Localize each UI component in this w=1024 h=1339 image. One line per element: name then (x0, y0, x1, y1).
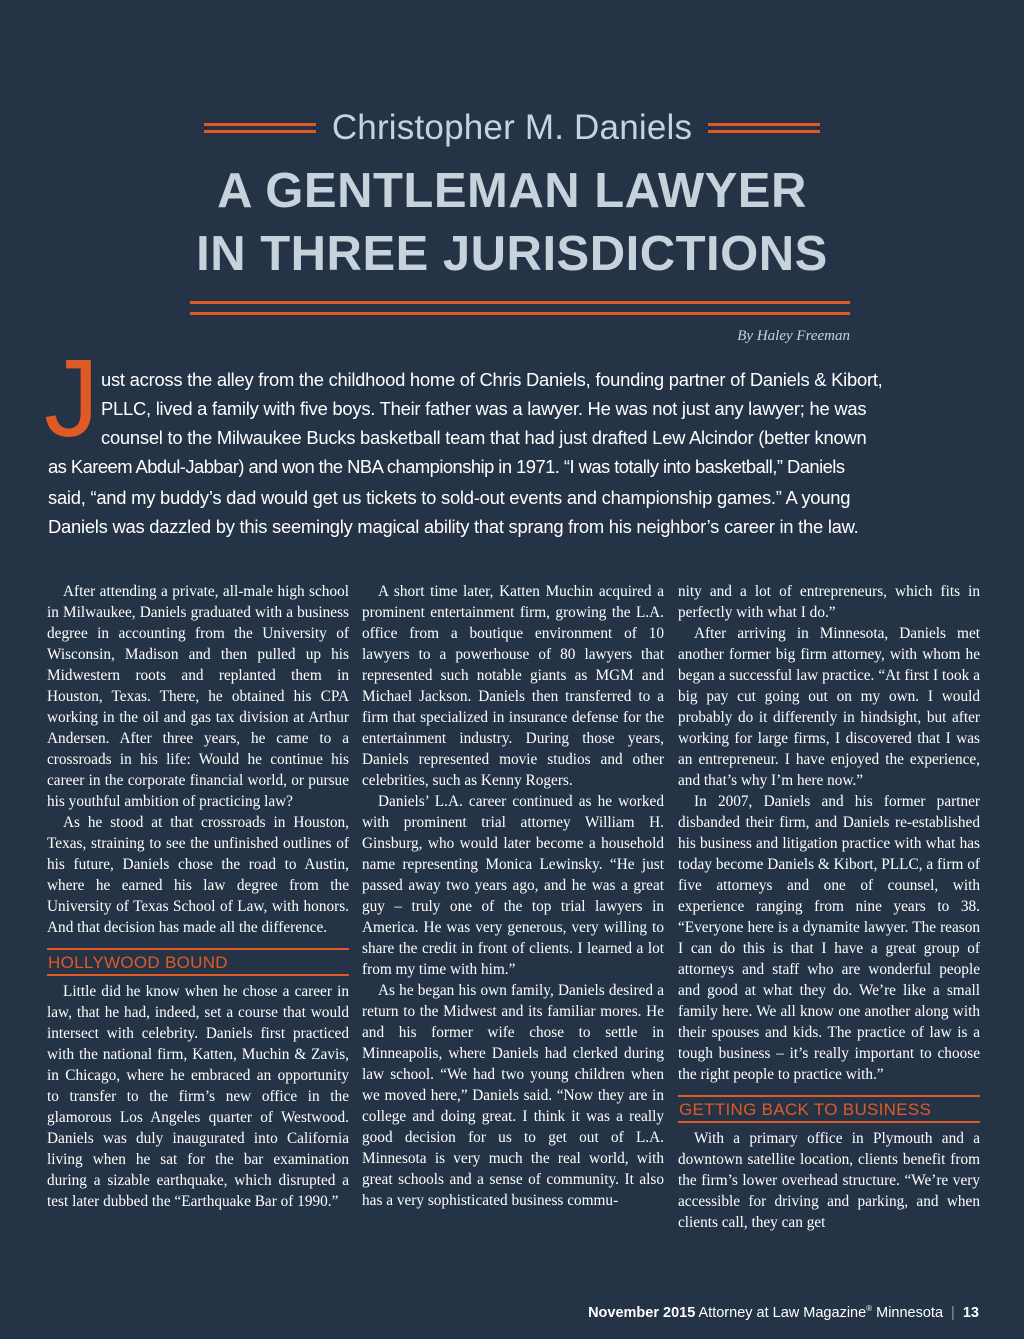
paragraph: In 2007, Daniels and his former partner disbanded their firm, and Daniels re-established his business and litigation practice with what has today become Daniels & Kibort, PLLC, a firm of five attorneys and one of counsel, with experience ranging from nine years to 38. “Everyone here is a dynamite lawyer. The reason I can do this is that I have a great group of attorneys and staff who are wonderful people and good at what they do. We’re like a small family here. We all know one another along with their spouses and kids. The practice of law is a tough business – it’s really important to choose the right people to practice with.” (678, 793, 980, 1083)
paragraph: A short time later, Katten Muchin acquired a prominent entertainment firm, growing the L.A. office from a boutique environment of 10 lawyers to a powerhouse of 80 lawyers that represented such notable giants as MGM and Michael Jackson. Daniels then transferred to a firm that specialized in insurance defense for the entertainment industry. During those years, Daniels represented movie studios and other celebrities, such as Kenny Rogers. (362, 583, 664, 789)
subject-name: Christopher M. Daniels (331, 108, 693, 147)
paragraph: After attending a private, all-male high school in Milwaukee, Daniels graduated with a business degree in accounting from the University of Wisconsin, Madison and then pulled up his Midwestern roots and replanted them in Houston, Texas. There, he obtained his CPA working in the oil and gas tax division at Arthur Andersen. After three years, he came to a crossroads in his life: Would he continue his career in the corporate financial world, or pursue his youthful ambition of practicing law? (47, 583, 349, 810)
footer-separator: | (951, 1305, 955, 1321)
article-column-1 (47, 581, 349, 1212)
paragraph: As he began his own family, Daniels desired a return to the Midwest and its familiar mores. He and his former wife chose to settle in Minneapolis, where Daniels had clerked during law school. “We had two young children when we moved here,” Daniels said. “Now they are in college and doing great. I think it was a really good decision for us to get out of L.A. Minnesota is very much the real world, with great schools and a sense of community. It also has a very sophisticated business commu- (362, 982, 664, 1209)
byline: By Haley Freeman (737, 328, 850, 344)
paragraph: nity and a lot of entrepreneurs, which fits in perfectly with what I do.” (678, 583, 980, 621)
region: Minnesota (876, 1305, 944, 1321)
article-column-3 (678, 581, 980, 1233)
registered-mark: ® (866, 1304, 873, 1314)
article-column-2 (362, 581, 664, 1211)
intro-line: PLLC, lived a family with five boys. Their father was a lawyer. He was not just any lawyer; he was (101, 398, 867, 419)
paragraph: After arriving in Minnesota, Daniels met another former big firm attorney, with whom he began a successful law practice. “At first I took a big pay cut going out on my own. I would probably do it differently in hindsight, but after working for large firms, I discovered that I was an entrepreneur. I have enjoyed the experience, and that’s why I’m here now.” (678, 625, 980, 789)
section-heading-getting-back-to-business: GETTING BACK TO BUSINESS (678, 1095, 980, 1123)
name-row (0, 108, 1024, 148)
headline-line-2: IN THREE JURISDICTIONS (196, 227, 828, 281)
section-heading-hollywood-bound: HOLLYWOOD BOUND (47, 948, 349, 976)
intro-line: counsel to the Milwaukee Bucks basketball team that had just drafted Lew Alcindor (better known (101, 427, 867, 448)
drop-cap: J (44, 337, 99, 460)
intro-line: Daniels was dazzled by this seemingly magical ability that sprang from his neighbor’s career in the law. (48, 516, 859, 537)
headline-line-1: A GENTLEMAN LAWYER (217, 164, 807, 218)
intro-line: said, “and my buddy’s dad would get us tickets to sold-out events and championship games.” A young (48, 487, 851, 508)
intro-line: as Kareem Abdul-Jabbar) and won the NBA championship in 1971. “I was totally into basketball,” Daniels (48, 456, 845, 477)
intro-line: ust across the alley from the childhood home of Chris Daniels, founding partner of Daniels & Kibort, (101, 369, 883, 390)
decorative-line-right (708, 123, 820, 133)
paragraph: Little did he know when he chose a career in law, that he had, indeed, set a course that would intersect with celebrity. Daniels first practiced with the national firm, Katten, Muchin & Zavis, in Chicago, where he embraced an opportunity to transfer to the firm’s new office in the glamorous Los Angeles quarter of Westwood. Daniels was duly inaugurated into California living when he sat for the bar examination during a sizable earthquake, which disrupted a test later dubbed the “Earthquake Bar of 1990.” (47, 983, 349, 1210)
paragraph: Daniels’ L.A. career continued as he worked with prominent trial attorney William H. Ginsburg, who would later become a household name representing Monica Lewinsky. “He just passed away two years ago, and he was a great guy – truly one of the top trial lawyers in America. He was very generous, very willing to share the credit in front of clients. I learned a lot from my time with him.” (362, 793, 664, 978)
paragraph: As he stood at that crossroads in Houston, Texas, straining to see the unfinished outlines of his future, Daniels chose the road to Austin, where he earned his law degree from the University of Texas School of Law, with honors. And that decision has made all the difference. (47, 814, 349, 936)
page-number: 13 (962, 1305, 979, 1321)
issue-date: November 2015 (588, 1305, 696, 1321)
paragraph: With a primary office in Plymouth and a downtown satellite location, clients benefit from the firm’s lower overhead structure. “We’re very accessible for driving and parking, and when clients call, they can get (678, 1130, 980, 1231)
page-footer (588, 1304, 979, 1321)
decorative-line-left (204, 123, 316, 133)
magazine-name: Attorney at Law Magazine (698, 1305, 867, 1321)
decorative-line-bottom (190, 301, 850, 315)
